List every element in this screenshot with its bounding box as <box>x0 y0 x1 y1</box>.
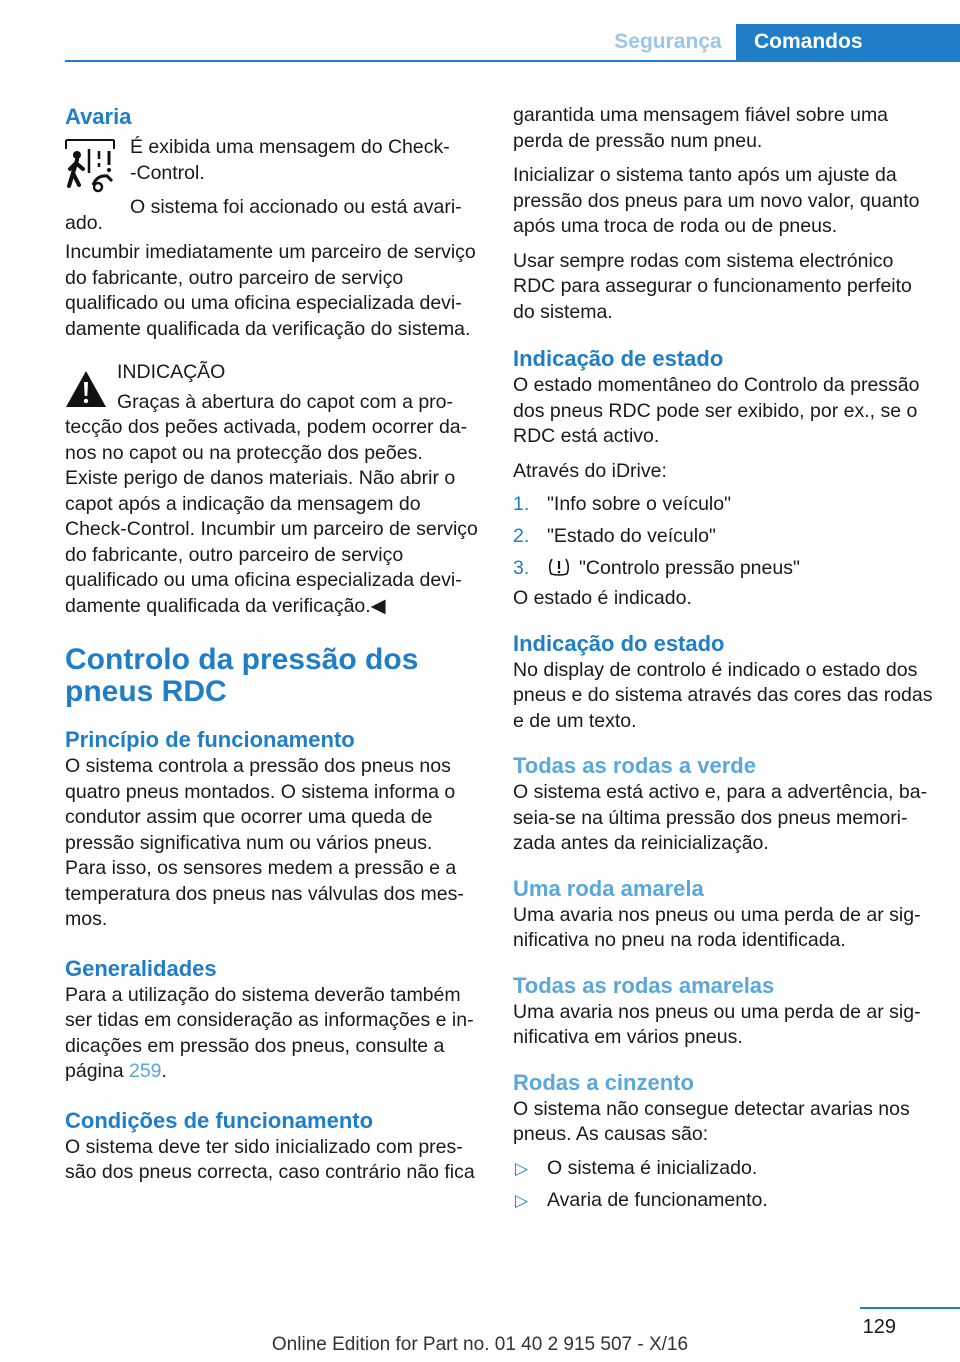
footer-rule <box>860 1307 960 1309</box>
header-section-label: Segurança <box>614 30 722 53</box>
generalidades-end: . <box>161 1060 167 1082</box>
avaria-line-2: -Control. <box>130 161 205 184</box>
cause-text: Avaria de funcionamento. <box>547 1188 768 1211</box>
condicoes-paragraph: O sistema deve ter sido inicializado com pressão dos pneus correcta, caso contrário não fica <box>65 1135 475 1183</box>
step-number: 3. <box>513 557 530 579</box>
avaria-heading: Avaria <box>65 104 132 129</box>
left-column <box>65 103 479 1195</box>
principio-paragraph-2: Para isso, os sensores medem a pressão e a temperatura dos pneus nas válvulas dos mesmos. <box>65 857 464 930</box>
step-number: 1. <box>513 493 530 515</box>
cinzento-paragraph: O sistema não consegue detectar avarias nos pneus. As causas são: <box>513 1097 910 1145</box>
right-paragraph-1: garantida uma mensagem fiável sobre uma perda de pressão num pneu. <box>513 104 889 152</box>
avaria-line-4: ado. <box>65 212 103 234</box>
cause-text: O sistema é inicializado. <box>547 1156 758 1179</box>
bullet-triangle-icon: ▷ <box>515 1158 529 1178</box>
estado-paragraph: No display de controlo é indicado o estado dos pneus e do sistema através das cores das rodas e de um texto. <box>513 658 933 732</box>
avaria-line-1: É exibida uma mensagem do Check- <box>130 136 450 158</box>
step-text: "Controlo pressão pneus" <box>579 557 800 579</box>
idrive-steps <box>513 492 933 588</box>
indicacao-heading: Indicação de estado <box>513 346 724 371</box>
page-number: 129 <box>862 1316 896 1338</box>
step-item <box>513 524 933 556</box>
generalidades-paragraph <box>65 983 479 1085</box>
avaria-block <box>65 135 479 238</box>
avaria-line-3: O sistema foi accionado ou está avari- <box>130 196 462 218</box>
warning-triangle-icon <box>65 370 107 408</box>
right-column <box>513 103 933 1220</box>
page-link[interactable]: 259 <box>128 1060 162 1082</box>
step-item <box>513 492 933 524</box>
main-heading: Controlo da pressão dos pneus RDC <box>65 643 419 708</box>
pedestrian-protection-icon <box>65 139 115 194</box>
causes-list <box>513 1156 933 1220</box>
indicacao-paragraph-2: Através do iDrive: <box>513 459 667 482</box>
avaria-paragraph: Incumbir imediatamente um parceiro de serviço do fabricante, outro parceiro de serviço qualificado ou uma oficina especializada devidamente qualificada da verificação do sistema. <box>65 241 476 340</box>
warning-line-1: Graças à abertura do capot com a pro- <box>117 390 454 413</box>
warning-text: tecção dos peões activada, podem ocorrer danos no capot ou na protecção dos peões. Existe perigo de danos materiais. Não abrir o capot após a indicação da mensagem do Check-Control. Incumbir um parceiro de serviço do fabricante, outro parceiro de serviço qualificado ou uma oficina especializada devidamente qualificada da verificação.◀ <box>65 416 478 617</box>
warning-block <box>65 360 479 617</box>
amarela-paragraph: Uma avaria nos pneus ou uma perda de ar significativa no pneu na roda identificada. <box>513 903 921 951</box>
verde-heading: Todas as rodas a verde <box>513 753 756 778</box>
cause-item <box>513 1156 933 1188</box>
principio-paragraph-1: O sistema controla a pressão dos pneus nos quatro pneus montados. O sistema informa o condutor assim que ocorrer uma queda de pressão significativa num ou vários pneus. <box>65 755 456 854</box>
tire-pressure-icon <box>547 557 571 577</box>
generalidades-text: Para a utilização do sistema deverão também ser tidas em consideração as informações e indicações em pressão dos pneus, consulte a página <box>65 983 474 1082</box>
step-number: 2. <box>513 525 530 547</box>
step-text: "Info sobre o veículo" <box>547 493 732 515</box>
cause-item <box>513 1188 933 1220</box>
amarelas-paragraph: Uma avaria nos pneus ou uma perda de ar significativa em vários pneus. <box>513 1000 921 1048</box>
header-chapter-label: Comandos <box>736 24 960 62</box>
principio-heading: Princípio de funcionamento <box>65 727 355 752</box>
step-text: "Estado do veículo" <box>547 525 716 547</box>
generalidades-heading: Generalidades <box>65 955 217 981</box>
indicacao-paragraph-1: O estado momentâneo do Controlo da pressão dos pneus RDC pode ser exibido, por ex., se o RDC está activo. <box>513 374 920 447</box>
right-paragraph-3: Usar sempre rodas com sistema electrónico RDC para assegurar o funcionamento perfeito do sistema. <box>513 249 912 323</box>
step-item <box>513 556 933 588</box>
header-rule <box>65 60 960 62</box>
cinzento-heading: Rodas a cinzento <box>513 1069 694 1095</box>
amarela-heading: Uma roda amarela <box>513 875 704 901</box>
right-paragraph-2: Inicializar o sistema tanto após um ajuste da pressão dos pneus para um novo valor, quanto após uma troca de roda ou de pneus. <box>513 164 920 237</box>
condicoes-heading: Condições de funcionamento <box>65 1107 374 1133</box>
footer-edition: Online Edition for Part no. 01 40 2 915 507 - X/16 <box>271 1334 689 1355</box>
warning-title: INDICAÇÃO <box>117 361 226 383</box>
bullet-triangle-icon: ▷ <box>515 1190 529 1210</box>
amarelas-heading: Todas as rodas amarelas <box>513 972 775 998</box>
estado-heading: Indicação do estado <box>513 630 725 656</box>
indicacao-paragraph-3: O estado é indicado. <box>513 587 692 609</box>
verde-paragraph: O sistema está activo e, para a advertência, baseia-se na última pressão dos pneus memorizada antes da reinicialização. <box>513 781 928 854</box>
